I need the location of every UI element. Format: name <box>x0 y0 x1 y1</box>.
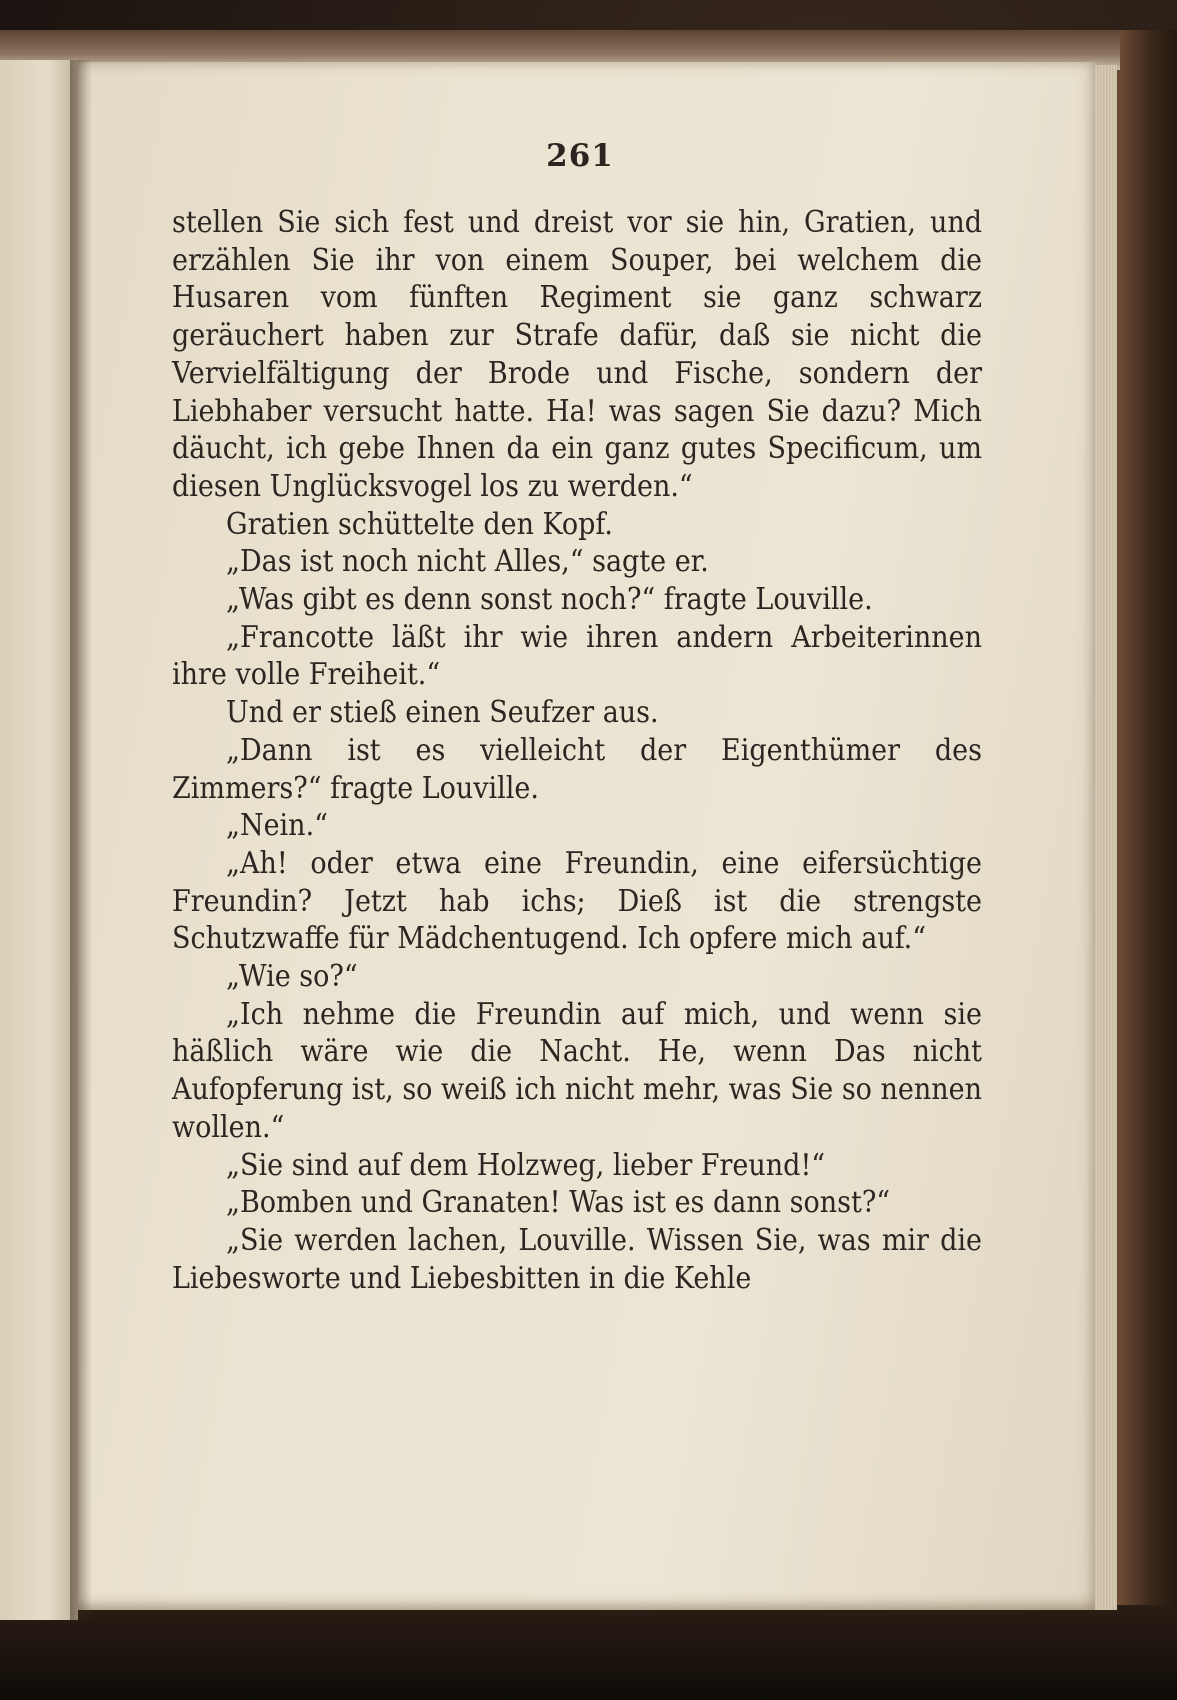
book-bottom-edge <box>0 1605 1177 1700</box>
paragraph: „Bomben und Granaten! Was ist es dann sonst?“ <box>226 1185 891 1221</box>
paragraph: „Wie so?“ <box>226 959 358 995</box>
page-body-text <box>172 204 982 1297</box>
paragraph: „Ich nehme die Freundin auf mich, und wenn sie häßlich wäre wie die Nacht. He, wenn Das nicht Aufopferung ist, so weiß ich nicht mehr, was Sie so nennen wollen.“ <box>172 996 982 1145</box>
paragraph: Gratien schüttelte den Kopf. <box>226 506 613 542</box>
paragraph: „Sie sind auf dem Holzweg, lieber Freund!“ <box>226 1147 826 1183</box>
paragraph: „Nein.“ <box>226 808 328 844</box>
paragraph: „Francotte läßt ihr wie ihren andern Arbeiterinnen ihre volle Freiheit.“ <box>172 619 982 693</box>
paragraph: „Sie werden lachen, Louville. Wissen Sie, was mir die Liebesworte und Liebesbitten in die Kehle <box>172 1222 982 1296</box>
page-number: 261 <box>546 138 614 174</box>
paragraph: „Was gibt es denn sonst noch?“ fragte Louville. <box>226 582 873 618</box>
paragraph: „Das ist noch nicht Alles,“ sagte er. <box>226 544 709 580</box>
paragraph: Und er stieß einen Seufzer aus. <box>226 695 659 731</box>
page-gutter-shadow <box>70 60 92 1620</box>
previous-page-strip <box>0 60 78 1620</box>
paragraph: stellen Sie sich fest und dreist vor sie hin, Gratien, und erzählen Sie ihr von einem Souper, bei welchem die Husaren vom fünften Regiment sie ganz schwarz geräuchert haben zur Strafe dafür, daß sie nicht die Vervielfältigung der Brode und Fische, sondern der Liebhaber versucht hatte. Ha! was sagen Sie dazu? Mich däucht, ich gebe Ihnen da ein ganz gutes Specificum, um diesen Unglücksvogel los zu werden.“ <box>172 205 982 504</box>
paragraph: „Dann ist es vielleicht der Eigenthümer des Zimmers?“ fragte Louville. <box>172 732 982 806</box>
paragraph: „Ah! oder etwa eine Freundin, eine eifersüchtige Freundin? Jetzt hab ichs; Dieß ist die strengste Schutzwaffe für Mädchentugend. Ich opfere mich auf.“ <box>172 845 982 957</box>
page-stack-edge <box>1095 65 1117 1610</box>
